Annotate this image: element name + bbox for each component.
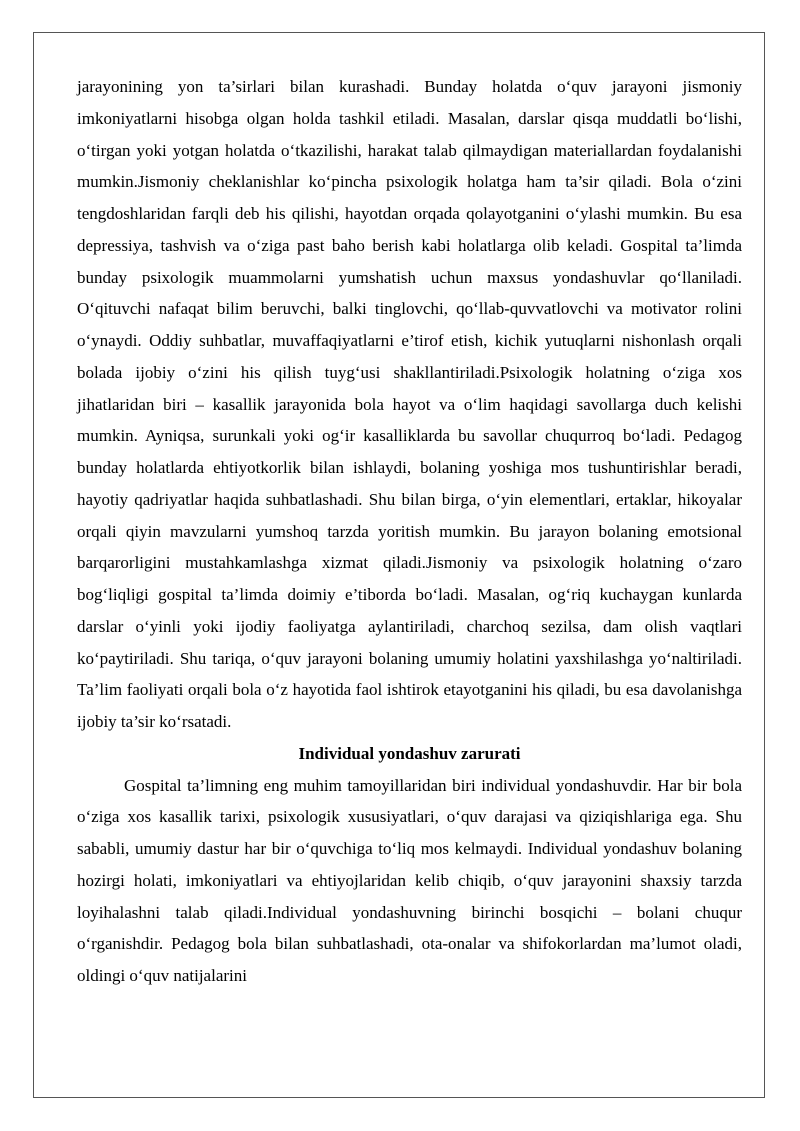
document-body xyxy=(77,71,742,992)
body-paragraph: Gospital ta’limning eng muhim tamoyillaridan biri individual yondashuvdir. Har bir bola o‘ziga xos kasallik tarixi, psixologik xususiyatlari, o‘quv darajasi va qiziqishlariga ega. Shu sababli, umumiy dastur har bir o‘quvchiga to‘liq mos kelmaydi. Individual yondashuv bolaning hozirgi holati, imkoniyatlari va ehtiyojlaridan kelib chiqib, o‘quv jarayonini shaxsiy tarzda loyihalashni talab qiladi.Individual yondashuvning birinchi bosqichi – bolani chuqur o‘rganishdir. Pedagog bola bilan suhbatlashadi, ota-onalar va shifokorlardan ma’lumot oladi, oldingi o‘quv natijalarini xyxy=(77,775,742,985)
body-paragraph: jarayonining yon ta’sirlari bilan kurashadi. Bunday holatda o‘quv jarayoni jismoniy imkoniyatlarni hisobga olgan holda tashkil etiladi. Masalan, darslar qisqa muddatli bo‘lishi, o‘tirgan yoki yotgan holatda o‘tkazilishi, harakat talab qilmaydigan materiallardan foydalanishi mumkin.Jismoniy cheklanishlar ko‘pincha psixologik holatga ham ta’sir qiladi. Bola o‘zini tengdoshlaridan farqli deb his qilishi, hayotdan orqada qolayotganini o‘ylashi mumkin. Bu esa depressiya, tashvish va o‘ziga past baho berish kabi holatlarga olib keladi. Gospital ta’limda bunday psixologik muammolarni yumshatish uchun maxsus yondashuvlar qo‘llaniladi. O‘qituvchi nafaqat bilim beruvchi, balki tinglovchi, qo‘llab-quvvatlovchi va motivator rolini o‘ynaydi. Oddiy suhbatlar, muvaffaqiyatlarni e’tirof etish, kichik yutuqlarni nishonlash orqali bolada ijobiy o‘zini his qilish tuyg‘usi shakllantiriladi.Psixologik holatning o‘ziga xos jihatlaridan biri – kasallik jarayonida bola hayot va o‘lim haqidagi savollarga duch kelishi mumkin. Ayniqsa, surunkali yoki og‘ir kasalliklarda bu savollar chuqurroq bo‘ladi. Pedagog bunday holatlarda ehtiyotkorlik bilan ishlaydi, bolaning yoshiga mos tushuntirishlar beradi, hayotiy qadriyatlar haqida suhbatlashadi. Shu bilan birga, o‘yin elementlari, ertaklar, hikoyalar orqali qiyin mavzularni yumshoq tarzda yoritish mumkin. Bu jarayon bolaning emotsional barqarorligini mustahkamlashga xizmat qiladi.Jismoniy va psixologik holatning o‘zaro bog‘liqligi gospital ta’limda doimiy e’tiborda bo‘ladi. Masalan, og‘riq kuchaygan kunlarda darslar o‘yinli yoki ijodiy faoliyatga aylantiriladi, charchoq sezilsa, dam olish vaqtlari ko‘paytiriladi. Shu tariqa, o‘quv jarayoni bolaning umumiy holatini yaxshilashga yo‘naltiriladi. Ta’lim faoliyati orqali bola o‘z hayotida faol ishtirok etayotganini his qiladi, bu esa davolanishga ijobiy ta’sir ko‘rsatadi. xyxy=(77,77,742,731)
section-heading: Individual yondashuv zarurati xyxy=(298,743,521,763)
